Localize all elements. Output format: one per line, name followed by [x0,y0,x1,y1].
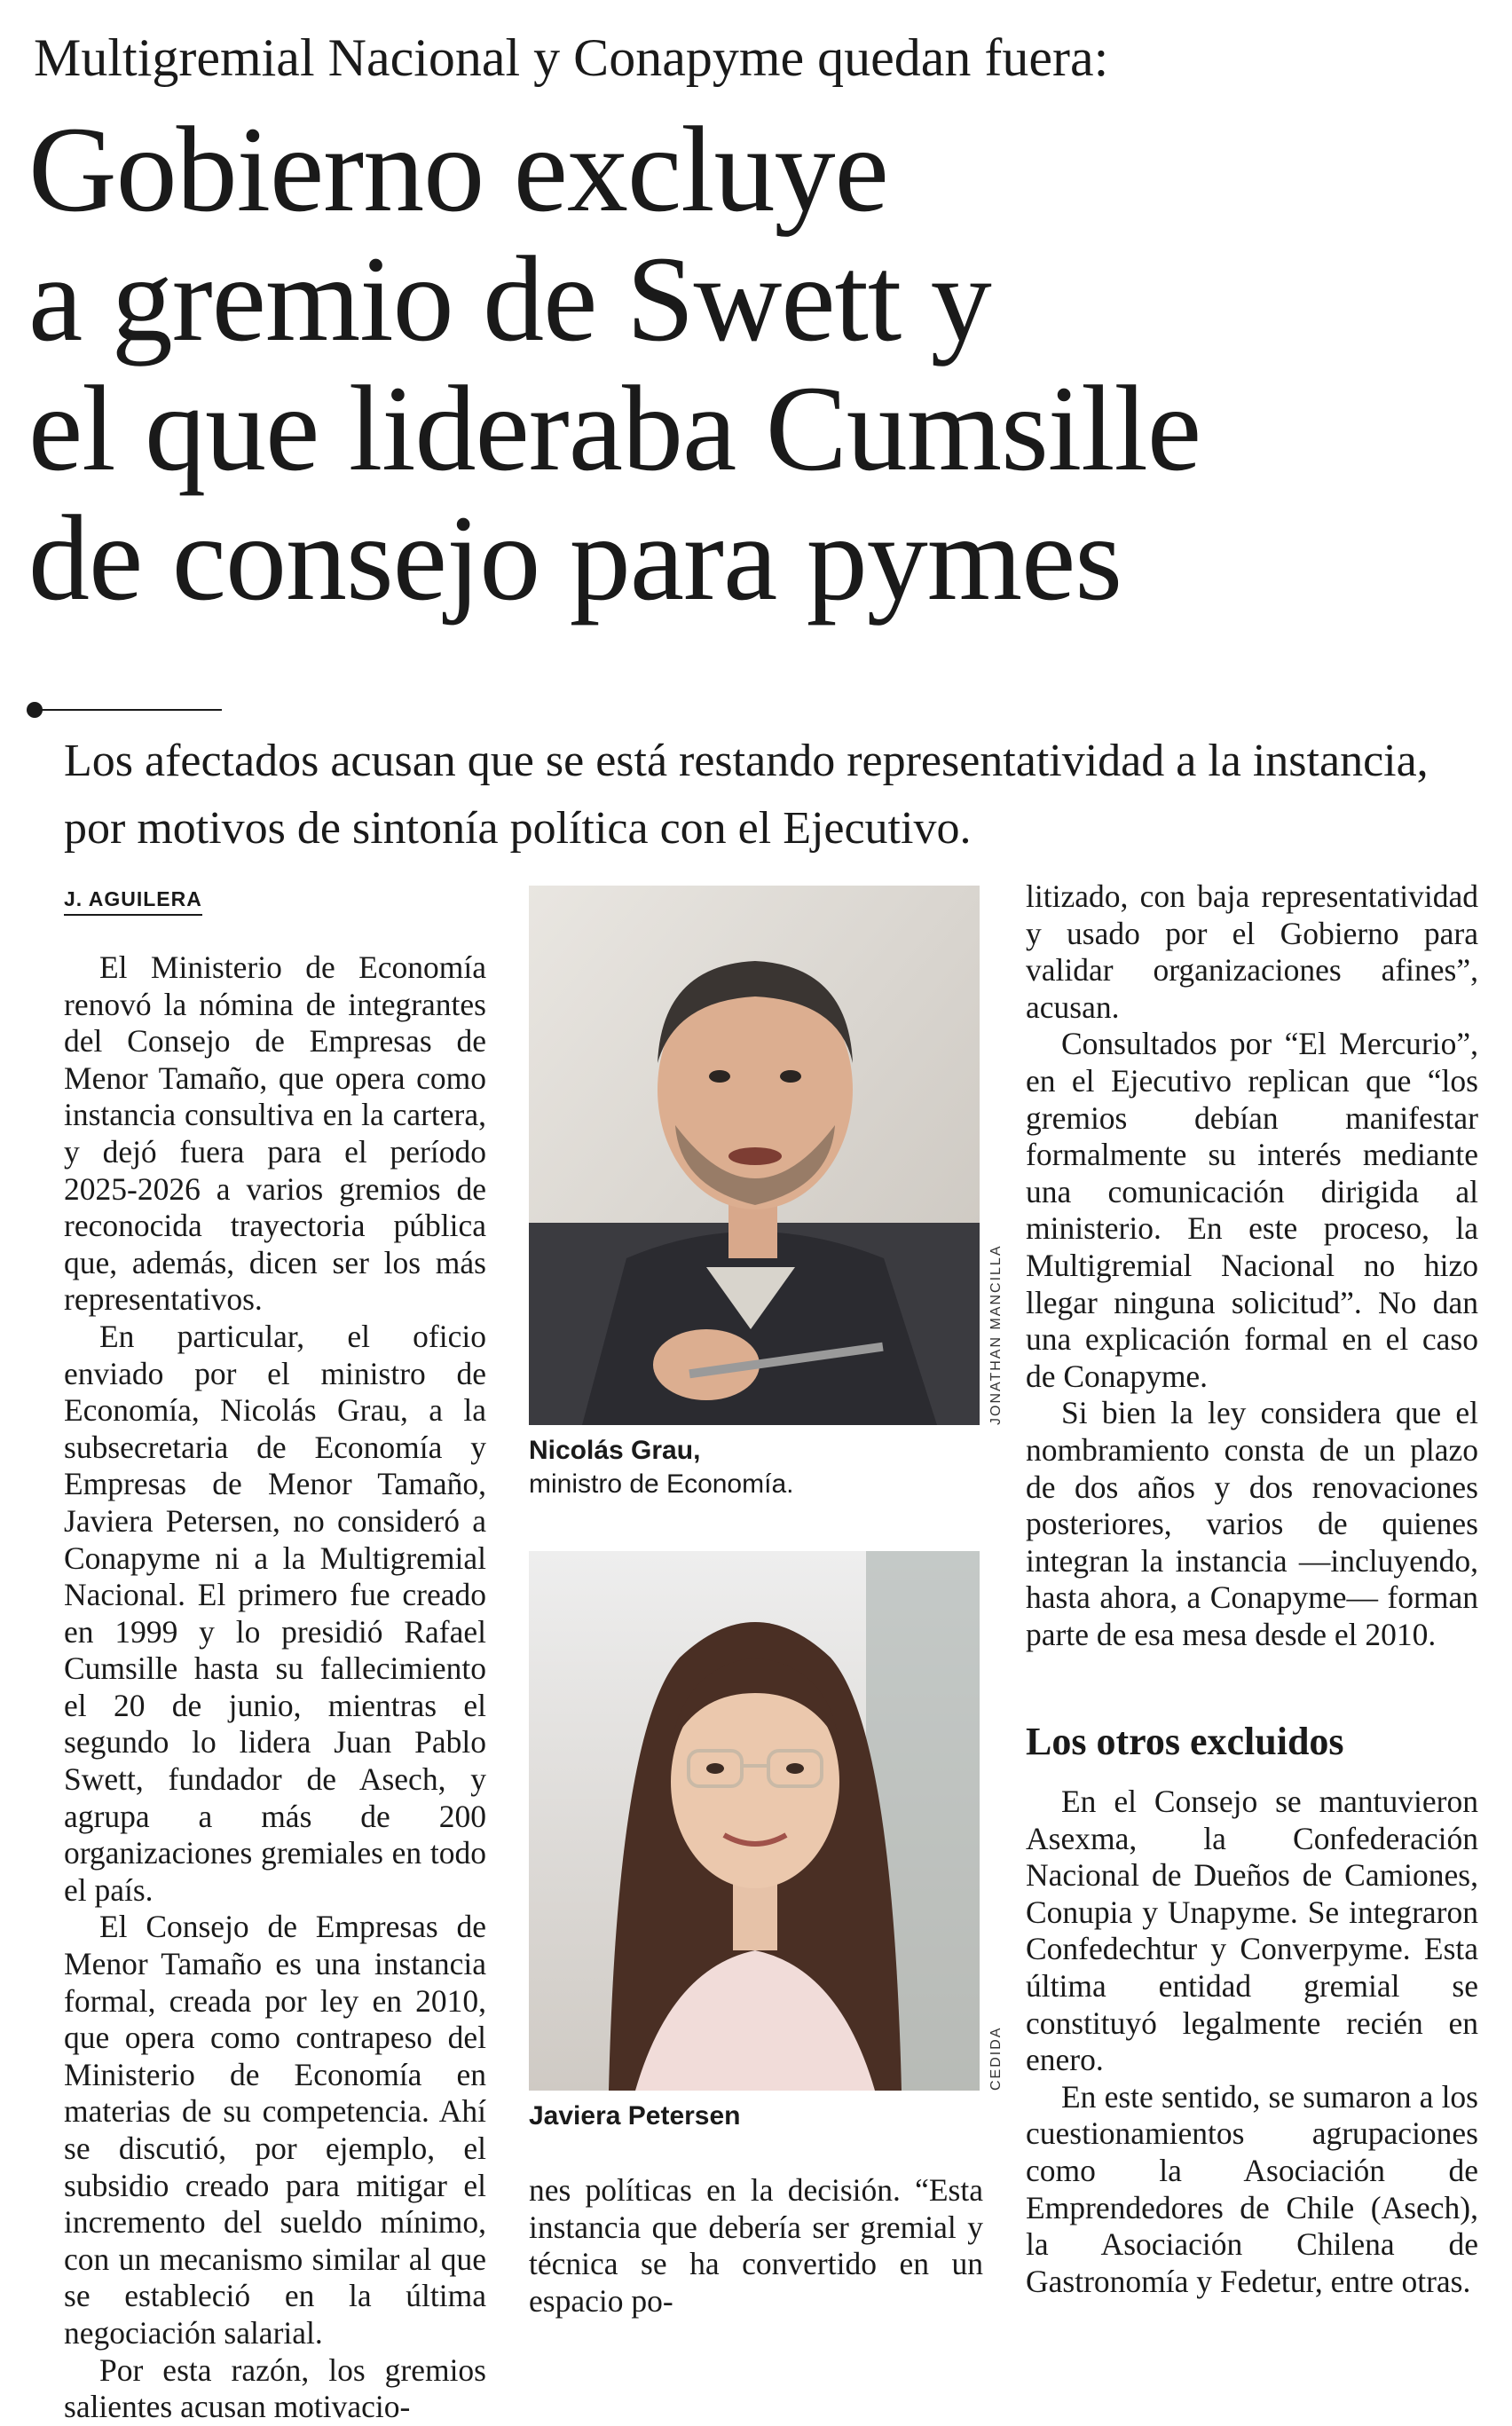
caption-name: Nicolás Grau, [529,1436,701,1465]
paragraph: El Ministerio de Economía renovó la nómina de integrantes del Consejo de Empresas de Menor Tamaño, que opera como instancia consultiva en la cartera, y dejó fuera para el período 2025-2026 a varios gremios de reconocida trayectoria pública que, además, dicen ser los más representativos. [64,949,486,1318]
headline-line: Gobierno excluye [28,101,888,237]
portrait-man-image [529,886,980,1425]
headline-line: de consejo para pymes [28,490,1122,626]
paragraph: litizado, con baja representatividad y usado por el Gobierno para validar organizaciones afines”, acusan. [1026,878,1478,1025]
photo-javiera-petersen [529,1551,980,2091]
paragraph: nes políticas en la decisión. “Esta instancia que debería ser gremial y técnica se ha convertido en un espacio po- [529,2172,983,2319]
paragraph: En este sentido, se sumaron a los cuestionamientos agrupaciones como la Asociación de Emprendedores de Chile (Asech), la Asociación Chilena de Gastronomía y Fedetur, entre otras. [1026,2078,1478,2299]
paragraph: En el Consejo se mantuvieron Asexma, la Confederación Nacional de Dueños de Camiones, Conupia y Unapyme. Se integraron Confedechtur y Converpyme. Esta última entidad gremial se constituyó legalmente recién en enero. [1026,1784,1478,2078]
headline-line: a gremio de Swett y [28,231,991,366]
paragraph: Por esta razón, los gremios salientes acusan motivacio- [64,2351,486,2425]
photo-caption [529,2099,980,2133]
photo-caption [529,1434,980,1501]
subhead: Los otros excluidos [1026,1720,1344,1763]
paragraph: El Consejo de Empresas de Menor Tamaño es una instancia formal, creada por ley en 2010, que opera como contrapeso del Ministerio de Economía en materias de su competencia. Ahí se discutió, por ejemplo, el subsidio creado para mitigar el incremento del sueldo mínimo, con un mecanismo similar al que se estableció en la última negociación salarial. [64,1909,486,2351]
caption-name: Javiera Petersen [529,2101,741,2131]
column-3 [1026,878,1478,1653]
photo-credit: JONATHAN MANCILLA [988,1244,1004,1425]
column-1 [64,949,486,2426]
kicker: Multigremial Nacional y Conapyme quedan fuera: [34,28,1109,87]
paragraph: Consultados por “El Mercurio”, en el Ejecutivo replican que “los gremios debían manifestar formalmente su interés mediante una comunicación dirigida al ministerio. En este proceso, la Multigremial Nacional no hizo llegar ninguna solicitud”. No dan una explicación formal en el caso de Conapyme. [1026,1026,1478,1394]
paragraph: Si bien la ley considera que el nombramiento consta de un plazo de dos años y dos renovaciones posteriores, varios de quienes integran la instancia —incluyendo, hasta ahora, a Conapyme— forman parte de esa mesa desde el 2010. [1026,1395,1478,1652]
photo-nicolas-grau [529,886,980,1425]
paragraph: En particular, el oficio enviado por el ministro de Economía, Nicolás Grau, a la subsecretaria de Economía y Empresas de Menor Tamaño, Javiera Petersen, no consideró a Conapyme ni a la Multigremial Nacional. El primero fue creado en 1999 y lo presidió Rafael Cumsille hasta su fallecimiento el 20 de junio, mientras el segundo lo lidera Juan Pablo Swett, fundador de Asech, y agrupa a más de 200 organizaciones gremiales en todo el país. [64,1318,486,1908]
column-3-continued [1026,1784,1478,2300]
deck: Los afectados acusan que se está restando representatividad a la instancia, por motivos de sintonía política con el Ejecutivo. [64,736,1429,854]
headline [28,101,1492,626]
photo-credit: CEDIDA [988,2026,1004,2091]
caption-role: ministro de Economía. [529,1469,794,1499]
headline-line: el que lideraba Cumsille [28,360,1201,496]
divider-line [35,709,222,711]
byline: J. AGUILERA [64,887,202,916]
column-2 [529,2172,983,2320]
portrait-woman-image [529,1551,980,2091]
